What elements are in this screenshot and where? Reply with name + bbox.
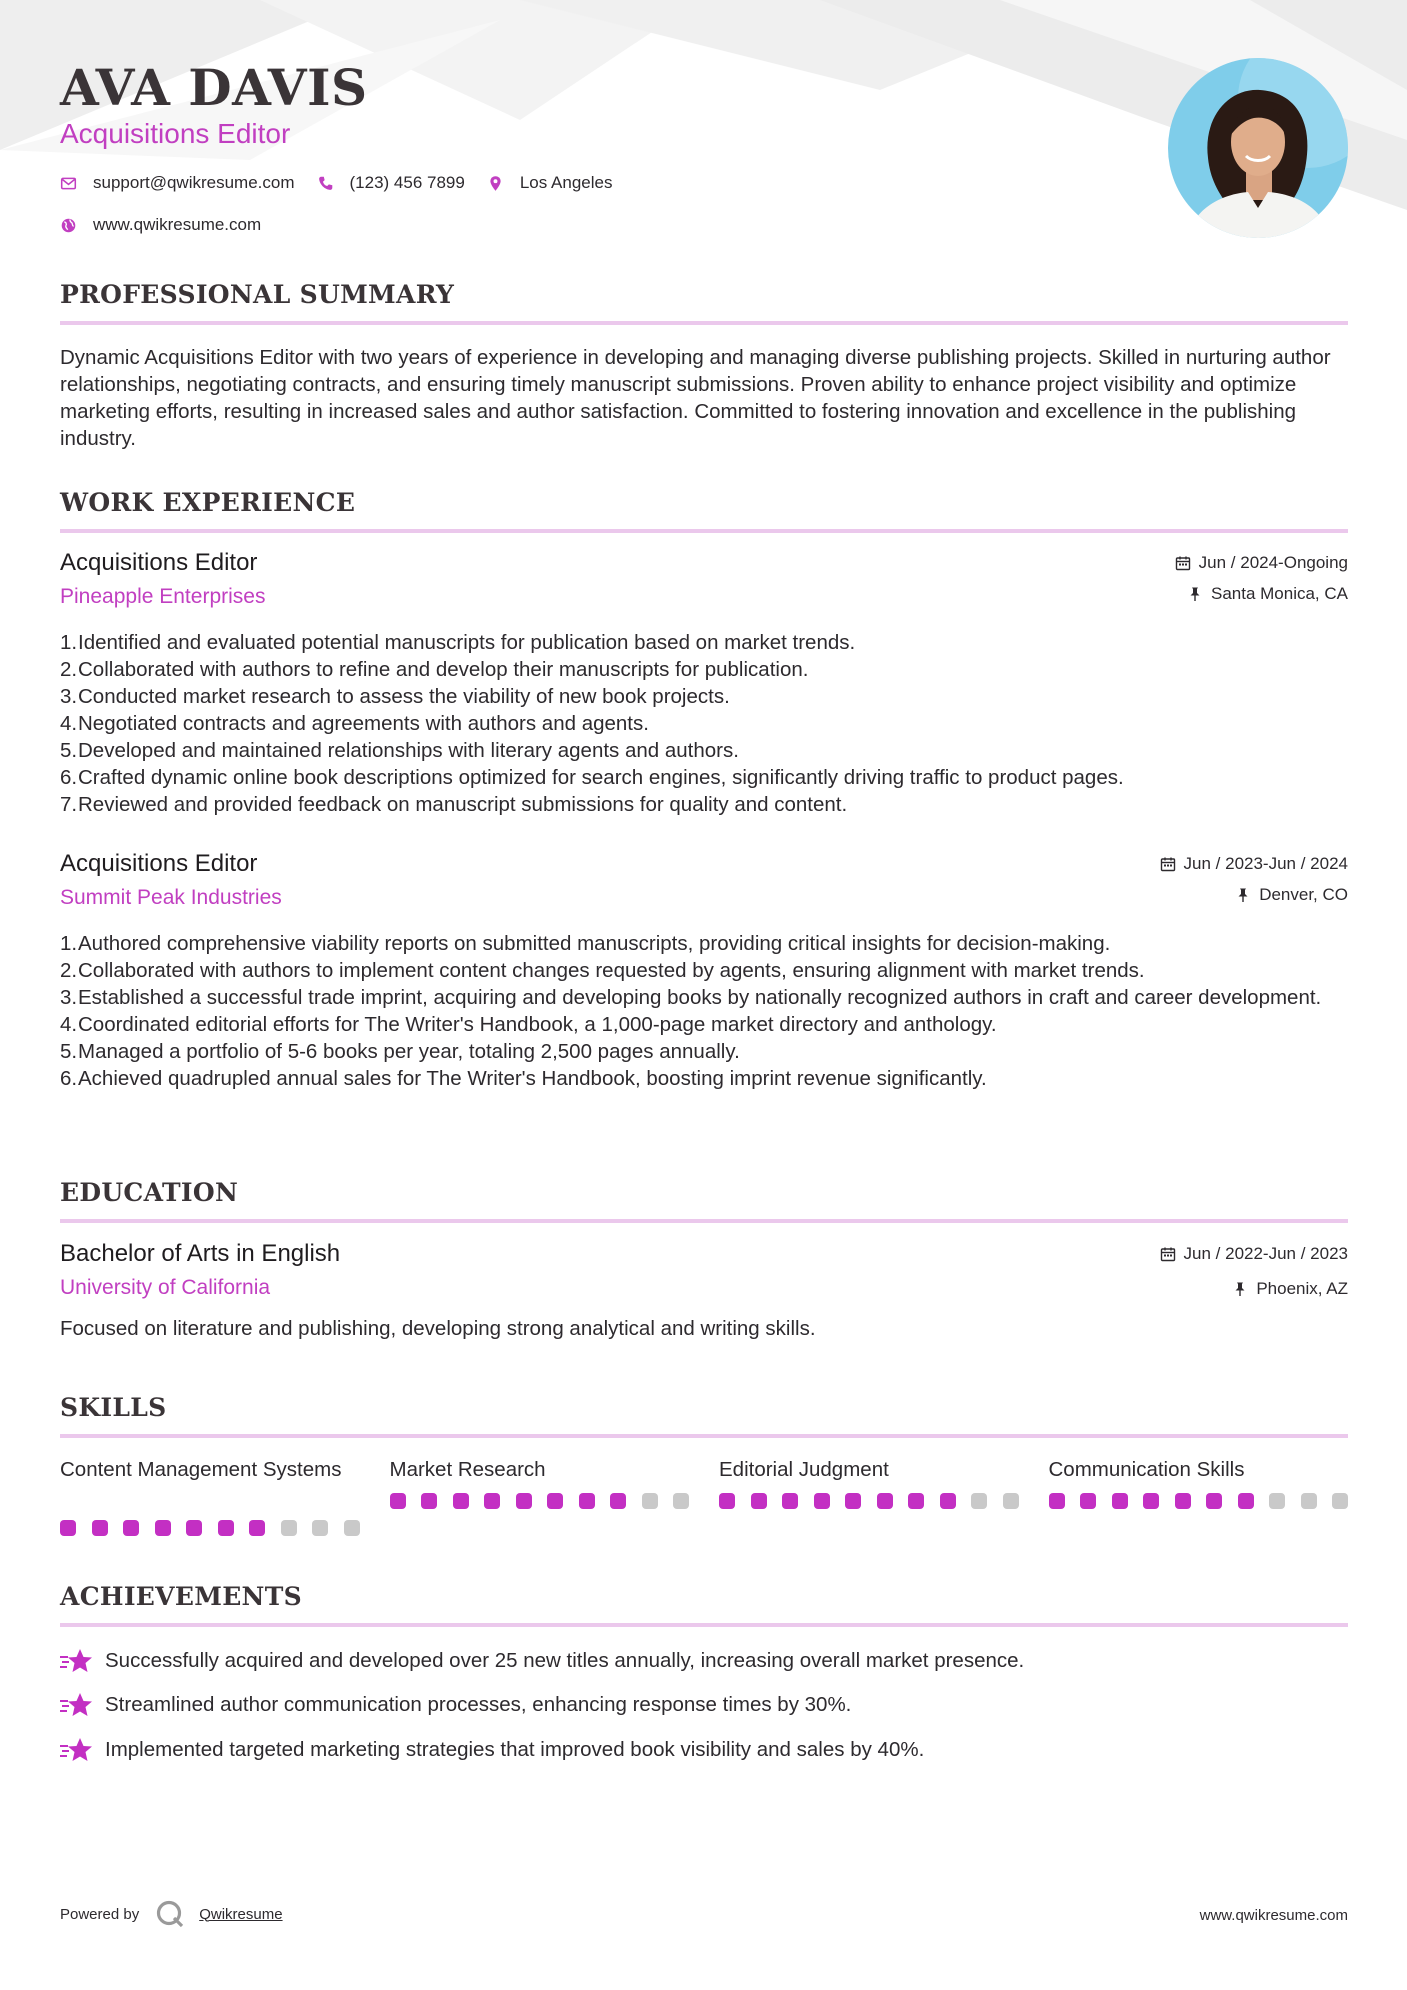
summary-text: Dynamic Acquisitions Editor with two years of experience in developing and managing diverse publishing projects. Skilled in nurturing author relationships, negotiating contracts, and ensuring timely manuscript submissions. Proven ability to enhance project visibility and optimize marketing efforts, resulting in increased sales and author satisfaction. Committed to fostering innovation and excellence in the publishing industry. — [60, 346, 1331, 450]
skill-dot-empty — [312, 1520, 328, 1536]
envelope-icon — [60, 175, 77, 192]
skill-dot-empty — [1003, 1493, 1019, 1509]
section-title-achievements: ACHIEVEMENTS — [60, 1582, 1348, 1627]
skill-rating — [60, 1520, 375, 1536]
achievement-item — [60, 1692, 1348, 1718]
location-text: Los Angeles — [519, 173, 613, 192]
skill-rating — [1049, 1493, 1364, 1509]
section-title-skills: SKILLS — [60, 1393, 1348, 1438]
skill-rating — [390, 1493, 705, 1509]
job-date — [1160, 854, 1348, 874]
star-icon — [60, 1648, 92, 1674]
skill-dot-empty — [1301, 1493, 1317, 1509]
calendar-icon — [1175, 555, 1191, 571]
job-role: Acquisitions Editor — [60, 549, 258, 576]
list-item: 1. Authored comprehensive viability reports on submitted manuscripts, providing critical insights for decision-making. — [60, 932, 1111, 955]
list-item: 7. Reviewed and provided feedback on manuscript submissions for quality and content. — [60, 793, 848, 816]
skill-name: Communication Skills — [1048, 1458, 1245, 1481]
skill-dot-filled — [1238, 1493, 1254, 1509]
list-item: 6. Crafted dynamic online book descriptions optimized for search engines, significantly driving traffic to product pages. — [60, 766, 1124, 789]
list-item: 3. Established a successful trade imprint, acquiring and developing books by nationally recognized authors in craft and career development. — [60, 986, 1322, 1009]
skill-dot-filled — [249, 1520, 265, 1536]
job-bullets — [60, 629, 1348, 818]
achievement-text: Implemented targeted marketing strategies that improved book visibility and sales by 40%. — [105, 1738, 925, 1761]
pushpin-icon — [1235, 887, 1251, 903]
skill-dot-filled — [390, 1493, 406, 1509]
skill-dot-filled — [421, 1493, 437, 1509]
powered-by-label: Powered by — [60, 1905, 140, 1923]
skill-item — [1049, 1456, 1349, 1548]
globe-icon — [60, 217, 77, 234]
star-icon — [60, 1692, 92, 1718]
skill-dot-filled — [155, 1520, 171, 1536]
skill-dot-filled — [814, 1493, 830, 1509]
skill-name: Content Management Systems — [60, 1458, 342, 1481]
job-company: Summit Peak Industries — [60, 886, 282, 909]
skill-dot-filled — [1049, 1493, 1065, 1509]
skill-item — [719, 1456, 1019, 1548]
skill-dot-filled — [1143, 1493, 1159, 1509]
skill-dot-filled — [60, 1520, 76, 1536]
education-location-text: Phoenix, AZ — [1256, 1279, 1348, 1298]
job-header — [60, 850, 1348, 920]
skill-dot-filled — [719, 1493, 735, 1509]
section-title-education: EDUCATION — [60, 1178, 1348, 1223]
qwikresume-link[interactable]: Qwikresume — [199, 1905, 283, 1923]
skill-dot-empty — [642, 1493, 658, 1509]
skill-dot-filled — [1112, 1493, 1128, 1509]
list-item: 1. Identified and evaluated potential manuscripts for publication based on market trends. — [60, 631, 856, 654]
skill-dot-filled — [1080, 1493, 1096, 1509]
job-company: Pineapple Enterprises — [60, 585, 266, 608]
contact-email[interactable] — [60, 173, 295, 193]
skill-dot-filled — [484, 1493, 500, 1509]
qwikresume-logo-icon — [155, 1899, 185, 1929]
contact-location — [487, 173, 613, 193]
calendar-icon — [1160, 856, 1176, 872]
contact-phone[interactable] — [317, 173, 465, 193]
contact-website[interactable] — [60, 215, 261, 235]
job-entry — [60, 549, 1348, 818]
skill-dot-filled — [940, 1493, 956, 1509]
skills-grid — [60, 1456, 1348, 1548]
skill-dot-empty — [344, 1520, 360, 1536]
job-role: Acquisitions Editor — [60, 850, 258, 877]
job-location-text: Denver, CO — [1259, 885, 1348, 904]
achievement-text: Successfully acquired and developed over 25 new titles annually, increasing overall market presence. — [105, 1649, 1025, 1672]
skill-dot-filled — [1175, 1493, 1191, 1509]
list-item: 5. Managed a portfolio of 5-6 books per year, totaling 2,500 pages annually. — [60, 1040, 740, 1063]
job-location — [1235, 885, 1348, 905]
skill-dot-filled — [547, 1493, 563, 1509]
pushpin-icon — [1187, 586, 1203, 602]
skill-dot-filled — [877, 1493, 893, 1509]
phone-icon — [317, 175, 334, 192]
education-date-text: Jun / 2022-Jun / 2023 — [1183, 1244, 1348, 1263]
skill-dot-filled — [1206, 1493, 1222, 1509]
phone-text: (123) 456 7899 — [349, 173, 465, 192]
skill-dot-filled — [186, 1520, 202, 1536]
candidate-title: Acquisitions Editor — [60, 118, 291, 149]
job-location — [1187, 584, 1348, 604]
job-entry — [60, 850, 1348, 1092]
skill-dot-empty — [1332, 1493, 1348, 1509]
section-title-experience: WORK EXPERIENCE — [60, 488, 1348, 533]
website-text: www.qwikresume.com — [93, 215, 262, 234]
skill-item — [60, 1456, 360, 1548]
profile-photo — [1168, 58, 1348, 238]
list-item: 2. Collaborated with authors to refine and develop their manuscripts for publication. — [60, 658, 809, 681]
education-header — [60, 1240, 1348, 1310]
footer-website[interactable]: www.qwikresume.com — [1199, 1907, 1348, 1924]
skill-dot-filled — [579, 1493, 595, 1509]
list-item: 3. Conducted market research to assess the viability of new book projects. — [60, 685, 730, 708]
skill-rating — [719, 1493, 1034, 1509]
skill-dot-filled — [453, 1493, 469, 1509]
star-icon — [60, 1737, 92, 1763]
map-pin-icon — [487, 175, 504, 192]
calendar-icon — [1160, 1246, 1176, 1262]
list-item: 6. Achieved quadrupled annual sales for The Writer's Handbook, boosting imprint revenue significantly. — [60, 1067, 987, 1090]
list-item: 4. Negotiated contracts and agreements with authors and agents. — [60, 712, 649, 735]
education-date — [1160, 1244, 1348, 1264]
job-header — [60, 549, 1348, 619]
list-item: 5. Developed and maintained relationships with literary agents and authors. — [60, 739, 739, 762]
skill-dot-empty — [673, 1493, 689, 1509]
job-location-text: Santa Monica, CA — [1210, 584, 1348, 603]
pushpin-icon — [1232, 1281, 1248, 1297]
achievement-text: Streamlined author communication processes, enhancing response times by 30%. — [105, 1693, 852, 1716]
education-degree: Bachelor of Arts in English — [60, 1240, 341, 1267]
section-title-summary: PROFESSIONAL SUMMARY — [60, 280, 1348, 325]
education-location — [1232, 1279, 1348, 1299]
job-date-text: Jun / 2024-Ongoing — [1198, 553, 1348, 572]
education-description: Focused on literature and publishing, developing strong analytical and writing skills. — [60, 1317, 816, 1340]
skill-dot-filled — [751, 1493, 767, 1509]
skill-dot-filled — [218, 1520, 234, 1536]
skill-dot-filled — [123, 1520, 139, 1536]
job-date-text: Jun / 2023-Jun / 2024 — [1183, 854, 1348, 873]
email-text: support@qwikresume.com — [93, 173, 295, 192]
education-school: University of California — [60, 1276, 271, 1299]
job-date — [1175, 553, 1348, 573]
skill-dot-filled — [782, 1493, 798, 1509]
contact-row — [60, 173, 634, 193]
skill-dot-filled — [516, 1493, 532, 1509]
education-entry — [60, 1240, 1348, 1310]
skill-dot-empty — [971, 1493, 987, 1509]
skill-dot-filled — [908, 1493, 924, 1509]
achievement-item — [60, 1737, 1348, 1763]
contact-row-website — [60, 215, 283, 235]
skill-name: Market Research — [389, 1458, 546, 1481]
candidate-name: AVA DAVIS — [60, 58, 368, 117]
skill-dot-empty — [1269, 1493, 1285, 1509]
skill-dot-empty — [281, 1520, 297, 1536]
skill-name: Editorial Judgment — [719, 1458, 889, 1481]
skill-item — [390, 1456, 690, 1548]
skill-dot-filled — [92, 1520, 108, 1536]
list-item: 2. Collaborated with authors to implement content changes requested by agents, ensuring alignment with market trends. — [60, 959, 1145, 982]
footer-powered-by — [60, 1899, 283, 1929]
skill-dot-filled — [610, 1493, 626, 1509]
job-bullets — [60, 930, 1348, 1092]
skill-dot-filled — [845, 1493, 861, 1509]
achievement-item — [60, 1648, 1348, 1674]
list-item: 4. Coordinated editorial efforts for The Writer's Handbook, a 1,000-page market directory and anthology. — [60, 1013, 997, 1036]
